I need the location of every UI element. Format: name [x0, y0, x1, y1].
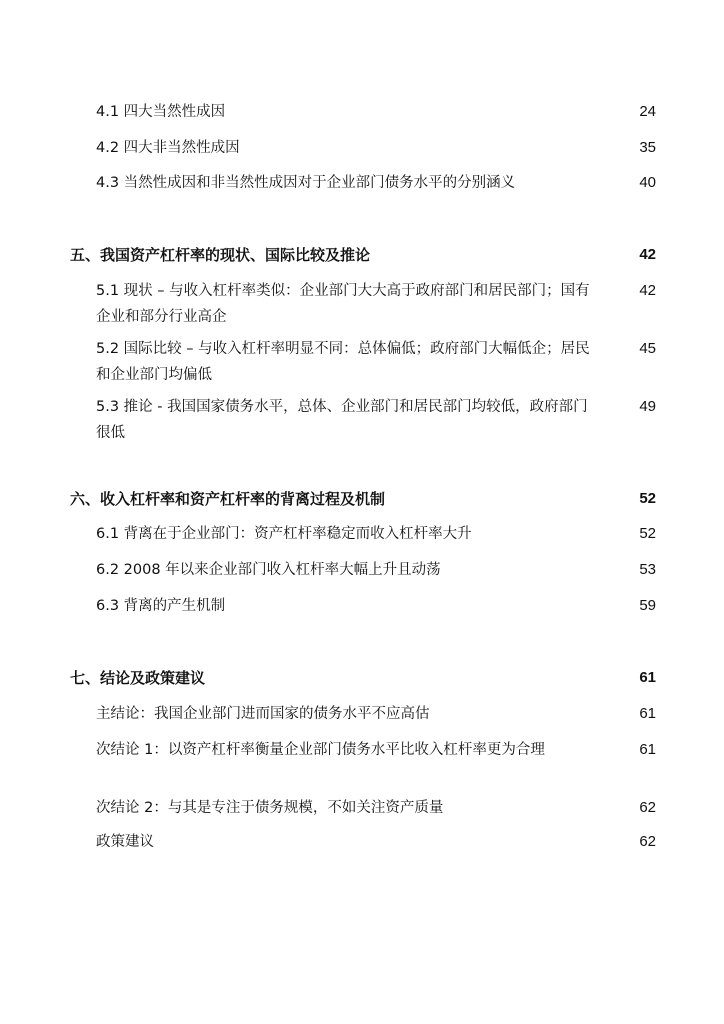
- toc-entry-title: 6.1 背离在于企业部门：资产杠杆率稳定而收入杠杆率大升: [96, 526, 472, 542]
- toc-section-title: 五、我国资产杠杆率的现状、国际比较及推论: [70, 246, 371, 264]
- toc-entry-page: 61: [639, 705, 656, 722]
- toc-entry-title: 次结论 2：与其是专注于债务规模，不如关注资产质量: [96, 800, 444, 816]
- toc-section-title: 六、收入杠杆率和资产杠杆率的背离过程及机制: [70, 490, 386, 508]
- toc-entry-page: 40: [639, 174, 656, 191]
- toc-entry-page: 35: [639, 139, 656, 156]
- toc-entry-page: 42: [639, 282, 656, 299]
- toc-section-page: 42: [639, 246, 656, 263]
- toc-entry-title: 4.2 四大非当然性成因: [96, 140, 240, 156]
- toc-entry-title: 次结论 1：以资产杠杆率衡量企业部门债务水平比收入杠杆率更为合理: [96, 742, 545, 758]
- toc-section-title: 七、结论及政策建议: [70, 669, 206, 687]
- toc-entry-page: 62: [639, 833, 656, 850]
- toc-entry-title: 主结论：我国企业部门进而国家的债务水平不应高估: [96, 706, 430, 722]
- toc-entry-page: 49: [639, 398, 656, 415]
- toc-entry-page: 45: [639, 340, 656, 357]
- toc-entry-page: 53: [639, 561, 656, 578]
- toc-entry-title: 政策建议: [96, 834, 154, 850]
- toc-entry-title: 4.1 四大当然性成因: [96, 104, 226, 120]
- toc-entry-title: 4.3 当然性成因和非当然性成因对于企业部门债务水平的分别涵义: [96, 175, 516, 191]
- toc-entry-page: 62: [639, 799, 656, 816]
- toc-section-page: 52: [639, 490, 656, 507]
- toc-entry-title: 5.1 现状 – 与收入杠杆率类似：企业部门大大高于政府部门和居民部门；国有企业和部分行业高企: [96, 283, 590, 325]
- toc-entry-title: 5.2 国际比较 – 与收入杠杆率明显不同：总体偏低；政府部门大幅低企；居民和企业部门均偏低: [96, 341, 590, 383]
- toc-entry-page: 61: [639, 741, 656, 758]
- toc-entry-page: 24: [639, 103, 656, 120]
- toc-section-page: 61: [639, 669, 656, 686]
- toc-entry-title: 6.3 背离的产生机制: [96, 598, 226, 614]
- toc-entry-title: 6.2 2008 年以来企业部门收入杠杆率大幅上升且动荡: [96, 562, 441, 578]
- toc-entry-page: 52: [639, 525, 656, 542]
- toc-entry-page: 59: [639, 597, 656, 614]
- toc-entry-title: 5.3 推论 - 我国国家债务水平，总体、企业部门和居民部门均较低，政府部门很低: [96, 399, 588, 441]
